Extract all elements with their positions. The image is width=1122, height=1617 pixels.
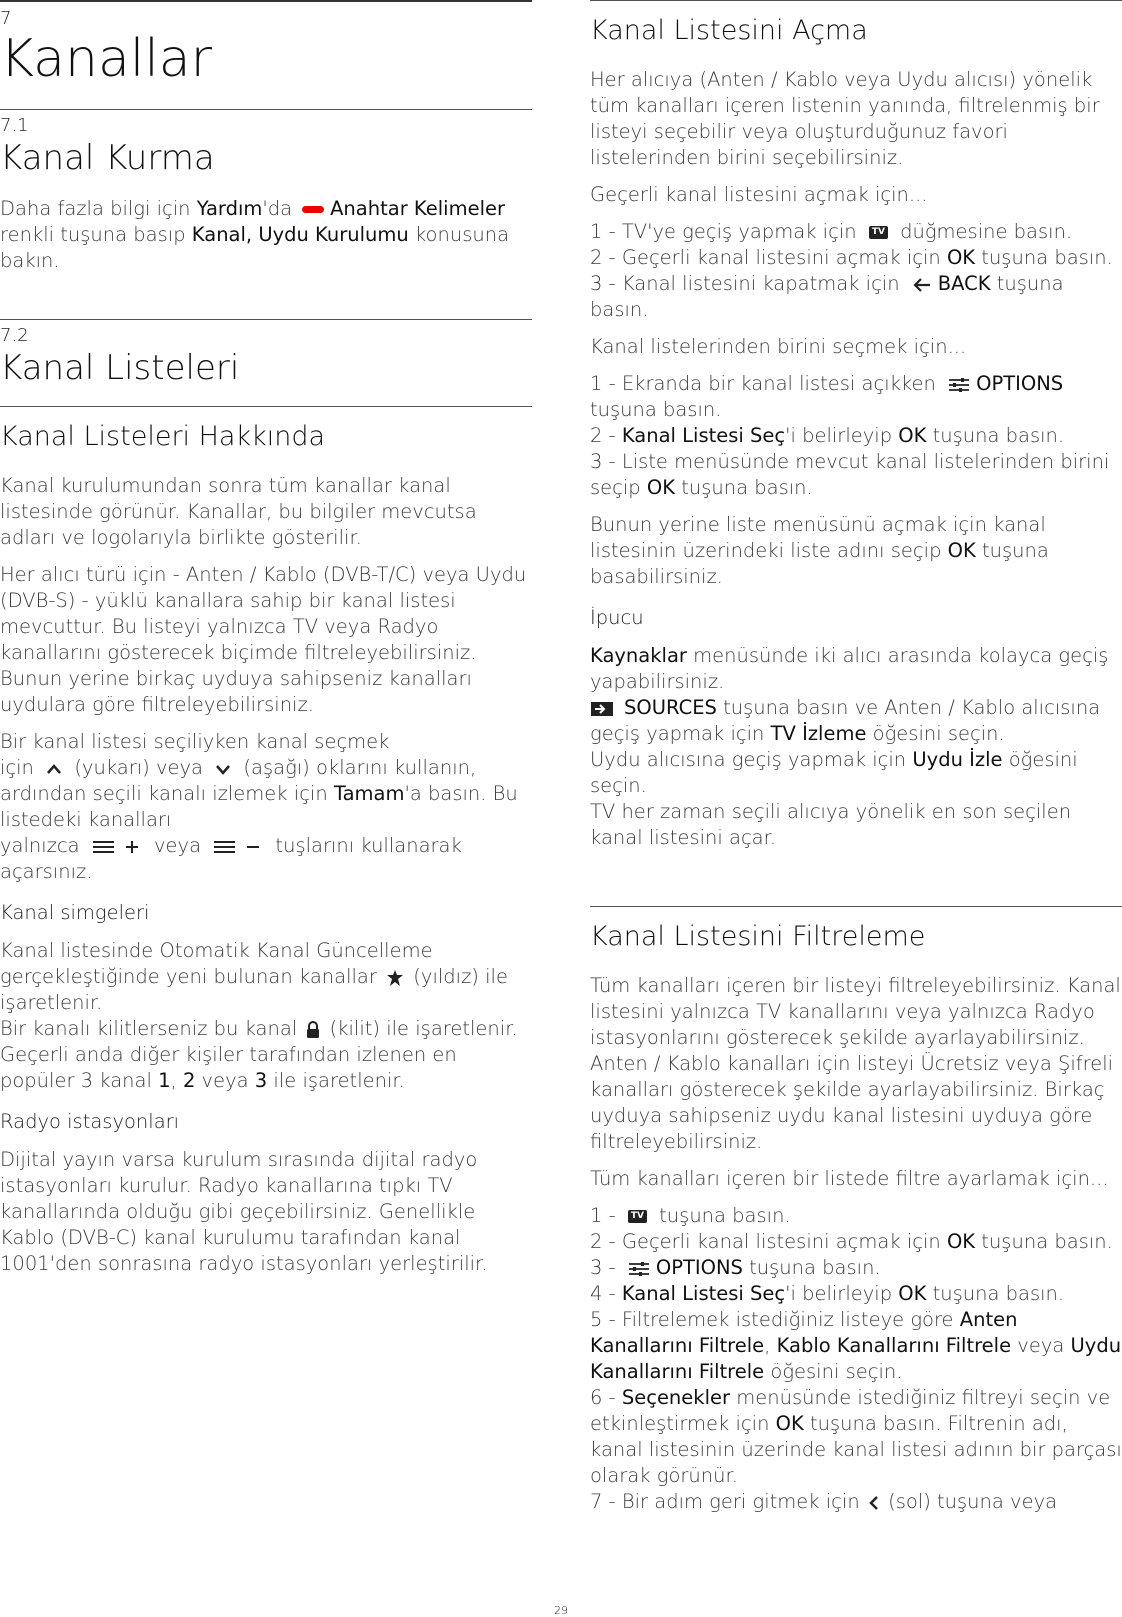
hakkinda-p3: Bir kanal listesi seçiliyken kanal seçmek için (yukarı) veya (aşağı) oklarını kullanın, ardından seçili kanalı izlemek için Tamam'a basın. Bu listedeki kanalları yalnızca veya tuşlarını kullanarak açarsınız. bbox=[0, 730, 518, 883]
chevron-left-icon bbox=[868, 1495, 880, 1511]
section-7-1-text: Daha fazla bilgi için Yardım'da Anahtar Kelimeler renkli tuşuna basıp Kanal, Uydu Kurulumu konusuna bakın. bbox=[0, 197, 510, 272]
tv-icon: TV bbox=[869, 226, 888, 239]
acma-p4: Bunun yerine liste menüsünü açmak için kanal listesinin üzerindeki liste adını seçip OK tuşuna basabilirsiniz. bbox=[590, 513, 1049, 588]
options-icon bbox=[628, 1261, 650, 1277]
left-column bbox=[0, 0, 532, 1288]
acma-title: Kanal Listesini Açma bbox=[590, 15, 868, 46]
section-7-2-title: Kanal Listeleri bbox=[0, 348, 240, 388]
kanal-simgeleri-text: Kanal listesinde Otomatik Kanal Güncelleme gerçekleştiğinde yeni bulunan kanallar (yıldız) ile işaretlenir. Bir kanalı kilitlerseniz bu kanal (kilit) ile işaretlenir. Geçerli anda diğer kişiler tarafından izlenen en popüler 3 kanal 1, 2 veya 3 ile işaretlenir. bbox=[0, 939, 518, 1092]
list-minus-icon bbox=[213, 840, 263, 854]
star-icon bbox=[386, 969, 404, 987]
ipucu-title: İpucu bbox=[590, 606, 644, 629]
filtre-steps: 1 - TV tuşuna basın. 2 - Geçerli kanal listesini açmak için OK tuşuna basın. 3 - OPTIONS tuşuna basın. 4 - Kanal Listesi Seç'i belirleyip OK tuşuna basın. 5 - Filtrelemek istediğiniz listeye göre Anten Kanallarını Filtrele, Kablo Kanallarını Filtrele veya Uydu Kanallarını Filtrele öğesini seçin. 6 - Seçenekler menüsünde istediğiniz filtreyi seçin ve etkinleştirmek için OK tuşuna basın. Filtrenin adı, kanal listesinin üzerinde kanal listesi adının bir parçası olarak görünür. 7 - Bir adım geri gitmek için (sol) tuşuna veya bbox=[590, 1204, 1122, 1513]
chevron-down-icon bbox=[215, 763, 231, 775]
acma-p1: Her alıcıya (Anten / Kablo veya Uydu alıcısı) yönelik tüm kanalları içeren listenin yanında, filtrelenmiş bir listeyi seçebilir veya oluşturduğunuz favori listelerinden birini seçebilirsiniz. bbox=[590, 68, 1100, 169]
radyo-text: Dijital yayın varsa kurulum sırasında dijital radyo istasyonları kurulur. Radyo kanallarına tıpkı TV kanallarında olduğu gibi geçebilirsiniz. Genellikle Kablo (DVB-C) kanal kurulumu tarafından kanal 1001'den sonrasına radyo istasyonları yerleştirilir. bbox=[0, 1148, 488, 1275]
section-7-1-title: Kanal Kurma bbox=[0, 138, 215, 178]
list-plus-icon bbox=[92, 840, 142, 854]
chevron-up-icon bbox=[46, 763, 62, 775]
sources-icon bbox=[590, 701, 614, 717]
right-column bbox=[590, 0, 1122, 1526]
section-7-1-number: 7.1 bbox=[0, 115, 29, 136]
ipucu-text: Kaynaklar menüsünde iki alıcı arasında kolayca geçiş yapabilirsiniz. SOURCES tuşuna basın ve Anten / Kablo alıcısına geçiş yapmak için TV İzleme öğesini seçin. Uydu alıcısına geçiş yapmak için Uydu İzle öğesini seçin. TV her zaman seçili alıcıya yönelik en son seçilen kanal listesini açar. bbox=[590, 644, 1109, 849]
kanal-simgeleri-title: Kanal simgeleri bbox=[0, 901, 150, 924]
lock-icon bbox=[306, 1021, 320, 1039]
chapter-rule bbox=[0, 0, 532, 2]
red-key-icon bbox=[302, 206, 324, 213]
hakkinda-p2: Her alıcı türü için - Anten / Kablo (DVB-T/C) veya Uydu (DVB-S) - yüklü kanallara sahip bir kanal listesi mevcuttur. Bu listeyi yalnızca TV veya Radyo kanallarını gösterecek biçimde filtreleyebilirsiniz. Bunun yerine birkaç uyduya sahipseniz kanalları uydulara göre filtreleyebilirsiniz. bbox=[0, 563, 527, 716]
back-arrow-icon bbox=[912, 277, 932, 293]
section-7-2-number: 7.2 bbox=[0, 325, 29, 346]
filtre-title: Kanal Listesini Filtreleme bbox=[590, 921, 926, 952]
hakkinda-title: Kanal Listeleri Hakkında bbox=[0, 421, 326, 452]
filtre-p1: Tüm kanalları içeren bir listeyi filtreleyebilirsiniz. Kanal listesini yalnızca TV kanallarını veya yalnızca Radyo istasyonlarını gösterecek şekilde ayarlayabilirsiniz. Anten / Kablo kanalları için listeyi Ücretsiz veya Şifreli kanalları gösterecek şekilde ayarlayabilirsiniz. Birkaç uyduya sahipseniz uydu kanal listesini uyduya göre filtreleyebilirsiniz. bbox=[590, 974, 1121, 1153]
page-number: 29 bbox=[554, 1604, 568, 1617]
options-icon bbox=[948, 377, 970, 393]
chapter-title: Kanallar bbox=[0, 29, 213, 89]
acma-p3: Kanal listelerinden birini seçmek için... bbox=[590, 335, 967, 358]
chapter-number: 7 bbox=[0, 8, 12, 29]
acma-steps: 1 - TV'ye geçiş yapmak için TV düğmesine basın. 2 - Geçerli kanal listesini açmak için OK tuşuna basın. 3 - Kanal listesini kapatmak için BACK tuşuna basın. bbox=[590, 220, 1113, 321]
radyo-title: Radyo istasyonları bbox=[0, 1110, 180, 1133]
hakkinda-p1: Kanal kurulumundan sonra tüm kanallar kanal listesinde görünür. Kanallar, bu bilgiler mevcutsa adları ve logolarıyla birlikte gösterilir. bbox=[0, 474, 477, 549]
filtre-p2: Tüm kanalları içeren bir listede filtre ayarlamak için... bbox=[590, 1167, 1109, 1190]
acma-p2: Geçerli kanal listesini açmak için... bbox=[590, 183, 928, 206]
acma-options-steps: 1 - Ekranda bir kanal listesi açıkken OPTIONS tuşuna basın. 2 - Kanal Listesi Seç'i belirleyip OK tuşuna basın. 3 - Liste menüsünde mevcut kanal listelerinden birini seçip OK tuşuna basın. bbox=[590, 372, 1110, 499]
tv-icon: TV bbox=[628, 1210, 647, 1223]
